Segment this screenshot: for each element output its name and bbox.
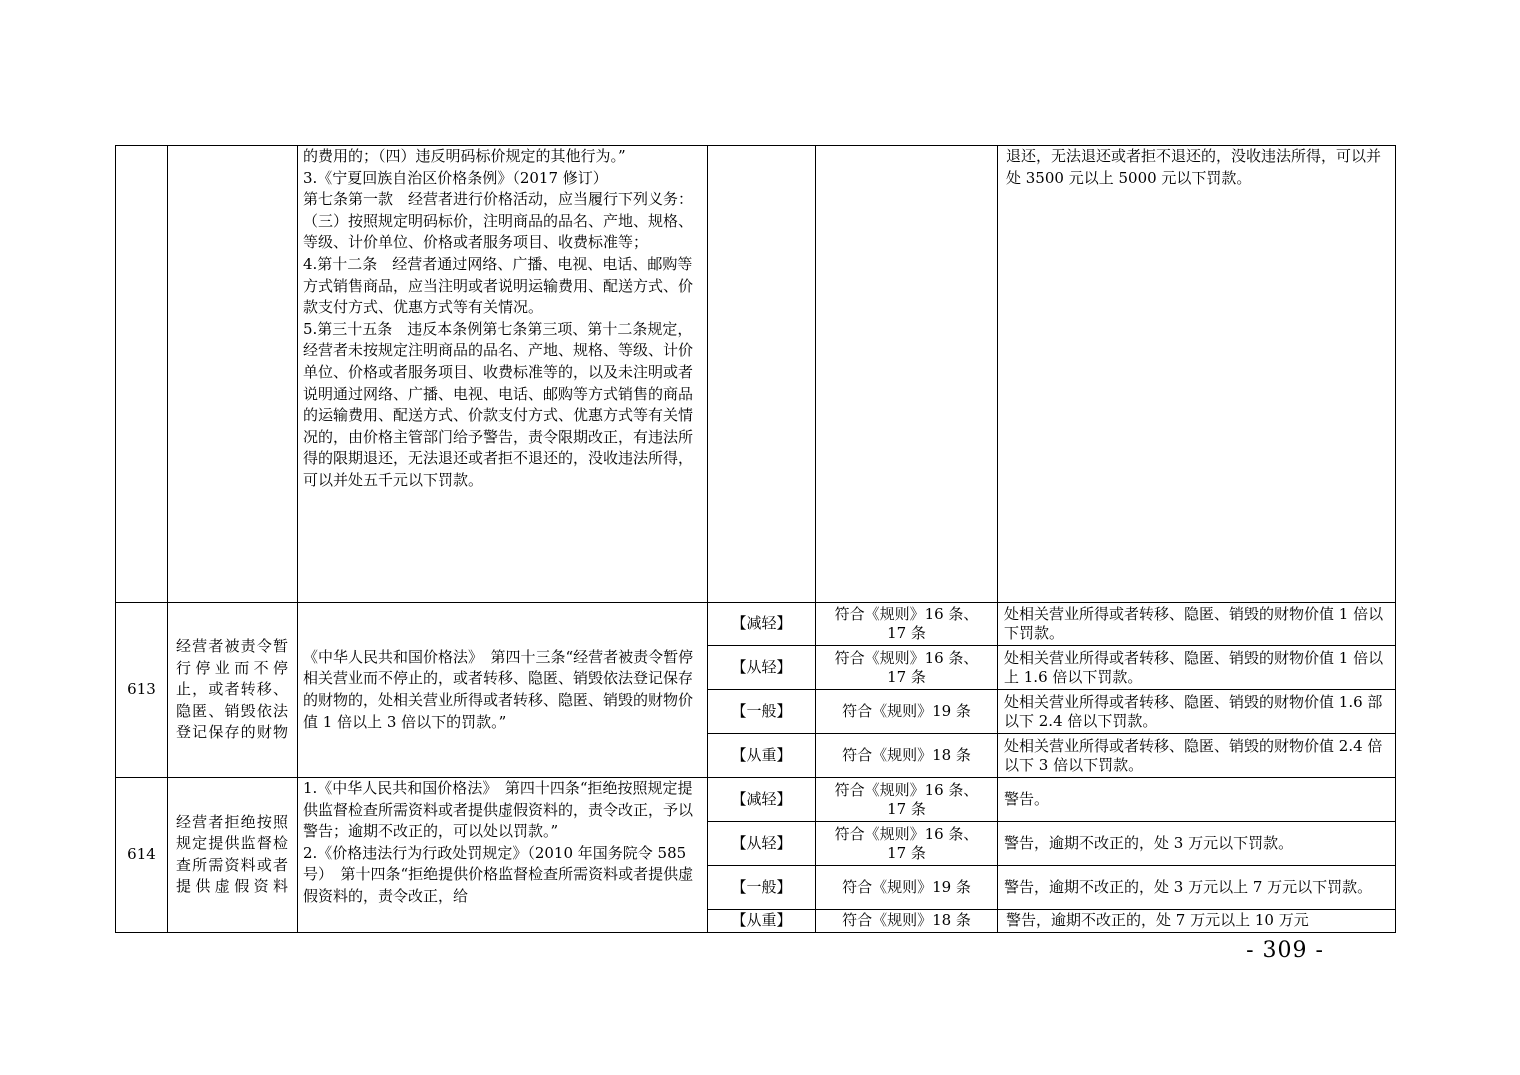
penalty-standard: 警告，逾期不改正的，处 3 万元以下罚款。 — [998, 822, 1396, 866]
applicable-condition: 符合《规则》18 条 — [816, 734, 998, 778]
discretion-level: 【一般】 — [708, 690, 816, 734]
legal-basis-cell: 《中华人民共和国价格法》 第四十三条“经营者被责令暂停相关营业而不停止的，或者转移、隐匿、销毁依法登记保存的财物的，处相关营业所得或者转移、隐匿、销毁的财物价值 1 倍以上 3 倍以下的罚款。” — [298, 603, 708, 778]
applicable-condition: 符合《规则》16 条、 17 条 — [816, 822, 998, 866]
applicable-condition: 符合《规则》19 条 — [816, 690, 998, 734]
no-cell — [116, 146, 168, 603]
level-cell — [708, 146, 816, 603]
penalty-standard: 处相关营业所得或者转移、隐匿、销毁的财物价值 1 倍以下罚款。 — [998, 603, 1396, 646]
penalty-standard: 警告。 — [998, 778, 1396, 822]
discretion-level: 【一般】 — [708, 866, 816, 910]
applicable-condition: 符合《规则》16 条、 17 条 — [816, 603, 998, 646]
applicable-condition: 符合《规则》16 条、 17 条 — [816, 778, 998, 822]
penalty-standard-cell: 退还，无法退还或者拒不退还的，没收违法所得，可以并处 3500 元以上 5000 元以下罚款。 — [998, 146, 1396, 603]
penalty-standard: 处相关营业所得或者转移、隐匿、销毁的财物价值 2.4 倍以下 3 倍以下罚款。 — [998, 734, 1396, 778]
penalty-standard: 警告，逾期不改正的，处 7 万元以上 10 万元 — [998, 910, 1396, 933]
continuation-row — [116, 146, 1396, 603]
violation-item: 经营者被责令暂行停业而不停止，或者转移、隐匿、销毁依法登记保存的财物 — [168, 603, 298, 778]
discretion-level: 【从轻】 — [708, 646, 816, 690]
legal-basis-cell: 1.《中华人民共和国价格法》 第四十四条“拒绝按照规定提供监督检查所需资料或者提供虚假资料的，责令改正，予以警告；逾期不改正的，可以处以罚款。” 2.《价格违法行为行政处罚规定》（2010 年国务院令 585 号） 第十四条“拒绝提供价格监督检查所需资料或者提供虚假资料的，责令改正，给 — [298, 778, 708, 933]
discretion-level: 【从重】 — [708, 910, 816, 933]
entry-number: 613 — [116, 603, 168, 778]
penalty-standard: 处相关营业所得或者转移、隐匿、销毁的财物价值 1 倍以上 1.6 倍以下罚款。 — [998, 646, 1396, 690]
discretion-level: 【减轻】 — [708, 778, 816, 822]
penalty-standard: 处相关营业所得或者转移、隐匿、销毁的财物价值 1.6 部以下 2.4 倍以下罚款。 — [998, 690, 1396, 734]
discretion-level: 【从轻】 — [708, 822, 816, 866]
applicable-condition: 符合《规则》18 条 — [816, 910, 998, 933]
penalty-standard: 警告，逾期不改正的，处 3 万元以上 7 万元以下罚款。 — [998, 866, 1396, 910]
page-number: - 309 - — [1246, 938, 1324, 963]
discretion-level: 【减轻】 — [708, 603, 816, 646]
condition-cell — [816, 146, 998, 603]
discretion-level: 【从重】 — [708, 734, 816, 778]
applicable-condition: 符合《规则》16 条、 17 条 — [816, 646, 998, 690]
item-cell — [168, 146, 298, 603]
legal-basis-cell: 的费用的；（四）违反明码标价规定的其他行为。” 3.《宁夏回族自治区价格条例》（2017 修订） 第七条第一款 经营者进行价格活动，应当履行下列义务： （三）按照规定明码标价，注明商品的品名、产地、规格、等级、计价单位、价格或者服务项目、收费标准等； 4.第十二条 经营者通过网络、广播、电视、电话、邮购等方式销售商品，应当注明或者说明运输费用、配送方式、价款支付方式、优惠方式等有关情况。 5.第三十五条 违反本条例第七条第三项、第十二条规定，经营者未按规定注明商品的品名、产地、规格、等级、计价单位、价格或者服务项目、收费标准等的，以及未注明或者说明通过网络、广播、电视、电话、邮购等方式销售的商品的运输费用、配送方式、价款支付方式、优惠方式等有关情况的，由价格主管部门给予警告，责令限期改正，有违法所得的限期退还，无法退还或者拒不退还的，没收违法所得，可以并处五千元以下罚款。 — [298, 146, 708, 603]
entry-number: 614 — [116, 778, 168, 933]
table-row-614-mitigated — [116, 778, 1396, 822]
table-row-613-mitigated — [116, 603, 1396, 646]
penalty-standards-table — [115, 145, 1396, 933]
violation-item: 经营者拒绝按照规定提供监督检查所需资料或者提供虚假资料 — [168, 778, 298, 933]
applicable-condition: 符合《规则》19 条 — [816, 866, 998, 910]
